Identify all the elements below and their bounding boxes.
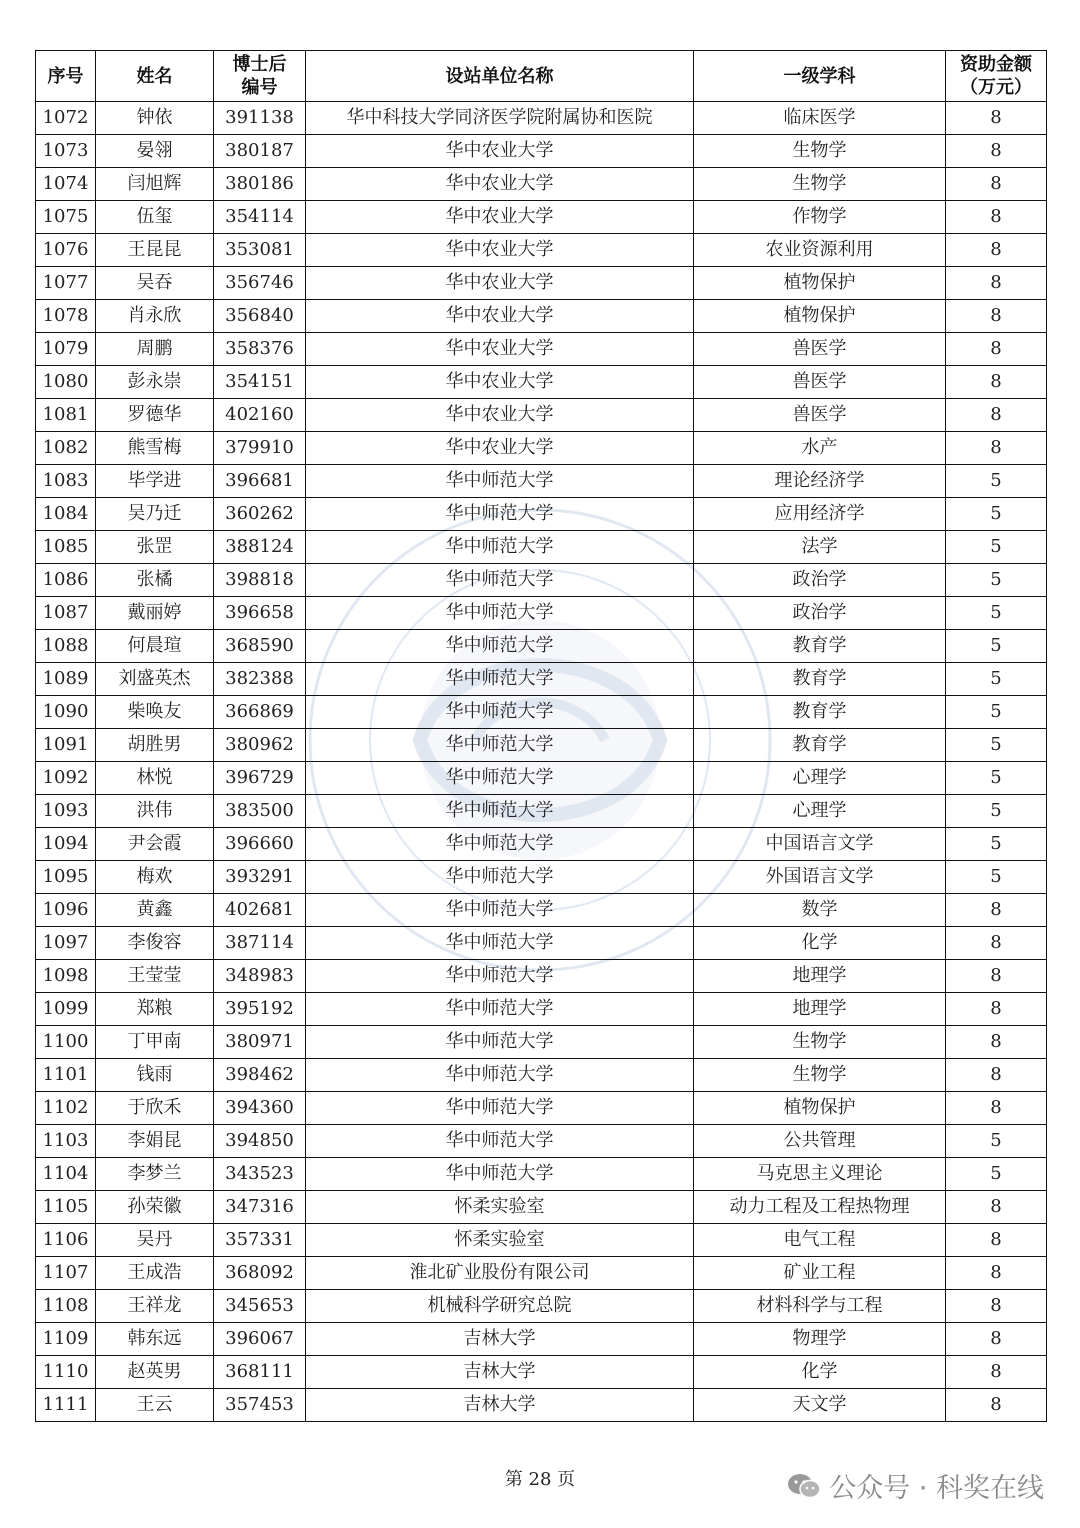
cell-discipline: 材料科学与工程 bbox=[694, 1290, 946, 1323]
cell-amount: 8 bbox=[946, 1257, 1047, 1290]
cell-postdoc-id: 402160 bbox=[214, 399, 306, 432]
cell-postdoc-id: 357331 bbox=[214, 1224, 306, 1257]
cell-index: 1106 bbox=[36, 1224, 96, 1257]
cell-index: 1105 bbox=[36, 1191, 96, 1224]
cell-postdoc-id: 368590 bbox=[214, 630, 306, 663]
cell-index: 1072 bbox=[36, 102, 96, 135]
cell-institution: 华中师范大学 bbox=[306, 663, 694, 696]
cell-discipline: 生物学 bbox=[694, 135, 946, 168]
table-row bbox=[36, 828, 1047, 861]
cell-postdoc-id: 396681 bbox=[214, 465, 306, 498]
wechat-account-watermark bbox=[787, 1466, 1044, 1505]
table-row bbox=[36, 465, 1047, 498]
cell-discipline: 外国语言文学 bbox=[694, 861, 946, 894]
cell-amount: 5 bbox=[946, 531, 1047, 564]
cell-amount: 5 bbox=[946, 564, 1047, 597]
cell-postdoc-id: 353081 bbox=[214, 234, 306, 267]
cell-postdoc-id: 366869 bbox=[214, 696, 306, 729]
cell-amount: 8 bbox=[946, 333, 1047, 366]
table-row bbox=[36, 531, 1047, 564]
cell-postdoc-id: 402681 bbox=[214, 894, 306, 927]
cell-index: 1074 bbox=[36, 168, 96, 201]
cell-postdoc-id: 387114 bbox=[214, 927, 306, 960]
cell-amount: 8 bbox=[946, 135, 1047, 168]
cell-amount: 5 bbox=[946, 597, 1047, 630]
cell-name: 李梦兰 bbox=[96, 1158, 214, 1191]
cell-discipline: 中国语言文学 bbox=[694, 828, 946, 861]
cell-amount: 5 bbox=[946, 630, 1047, 663]
table-row bbox=[36, 432, 1047, 465]
cell-postdoc-id: 347316 bbox=[214, 1191, 306, 1224]
cell-postdoc-id: 356746 bbox=[214, 267, 306, 300]
cell-index: 1093 bbox=[36, 795, 96, 828]
cell-name: 晏翎 bbox=[96, 135, 214, 168]
cell-index: 1085 bbox=[36, 531, 96, 564]
cell-postdoc-id: 396658 bbox=[214, 597, 306, 630]
table-row bbox=[36, 1290, 1047, 1323]
cell-postdoc-id: 382388 bbox=[214, 663, 306, 696]
cell-discipline: 教育学 bbox=[694, 630, 946, 663]
cell-institution: 怀柔实验室 bbox=[306, 1191, 694, 1224]
cell-discipline: 化学 bbox=[694, 1356, 946, 1389]
cell-postdoc-id: 357453 bbox=[214, 1389, 306, 1422]
header-col-postdoc-id: 博士后 编号 bbox=[214, 51, 306, 102]
cell-discipline: 植物保护 bbox=[694, 300, 946, 333]
cell-name: 王成浩 bbox=[96, 1257, 214, 1290]
cell-amount: 8 bbox=[946, 432, 1047, 465]
cell-name: 柴唤友 bbox=[96, 696, 214, 729]
cell-institution: 华中师范大学 bbox=[306, 927, 694, 960]
cell-index: 1088 bbox=[36, 630, 96, 663]
cell-institution: 华中师范大学 bbox=[306, 696, 694, 729]
cell-postdoc-id: 393291 bbox=[214, 861, 306, 894]
cell-institution: 华中师范大学 bbox=[306, 861, 694, 894]
cell-discipline: 地理学 bbox=[694, 960, 946, 993]
cell-institution: 华中师范大学 bbox=[306, 1092, 694, 1125]
cell-index: 1086 bbox=[36, 564, 96, 597]
table-row bbox=[36, 1389, 1047, 1422]
cell-institution: 华中农业大学 bbox=[306, 432, 694, 465]
cell-name: 尹会霞 bbox=[96, 828, 214, 861]
cell-postdoc-id: 348983 bbox=[214, 960, 306, 993]
cell-institution: 华中农业大学 bbox=[306, 333, 694, 366]
cell-name: 闫旭辉 bbox=[96, 168, 214, 201]
cell-amount: 8 bbox=[946, 1026, 1047, 1059]
cell-discipline: 矿业工程 bbox=[694, 1257, 946, 1290]
cell-amount: 8 bbox=[946, 102, 1047, 135]
cell-amount: 8 bbox=[946, 993, 1047, 1026]
cell-institution: 华中师范大学 bbox=[306, 531, 694, 564]
cell-index: 1075 bbox=[36, 201, 96, 234]
cell-institution: 机械科学研究总院 bbox=[306, 1290, 694, 1323]
cell-institution: 华中师范大学 bbox=[306, 1026, 694, 1059]
table-row bbox=[36, 168, 1047, 201]
cell-amount: 5 bbox=[946, 795, 1047, 828]
cell-amount: 5 bbox=[946, 729, 1047, 762]
cell-discipline: 地理学 bbox=[694, 993, 946, 1026]
cell-index: 1096 bbox=[36, 894, 96, 927]
cell-name: 张橘 bbox=[96, 564, 214, 597]
table-row bbox=[36, 1026, 1047, 1059]
cell-postdoc-id: 368111 bbox=[214, 1356, 306, 1389]
cell-discipline: 马克思主义理论 bbox=[694, 1158, 946, 1191]
cell-amount: 5 bbox=[946, 696, 1047, 729]
cell-amount: 8 bbox=[946, 366, 1047, 399]
cell-discipline: 化学 bbox=[694, 927, 946, 960]
cell-institution: 华中科技大学同济医学院附属协和医院 bbox=[306, 102, 694, 135]
cell-discipline: 数学 bbox=[694, 894, 946, 927]
cell-institution: 华中师范大学 bbox=[306, 564, 694, 597]
cell-name: 胡胜男 bbox=[96, 729, 214, 762]
cell-name: 韩东远 bbox=[96, 1323, 214, 1356]
cell-discipline: 心理学 bbox=[694, 762, 946, 795]
table-row bbox=[36, 1224, 1047, 1257]
cell-postdoc-id: 356840 bbox=[214, 300, 306, 333]
cell-name: 戴丽婷 bbox=[96, 597, 214, 630]
table-row bbox=[36, 1059, 1047, 1092]
cell-name: 彭永崇 bbox=[96, 366, 214, 399]
cell-institution: 华中师范大学 bbox=[306, 597, 694, 630]
cell-name: 伍玺 bbox=[96, 201, 214, 234]
table-row bbox=[36, 993, 1047, 1026]
cell-discipline: 植物保护 bbox=[694, 267, 946, 300]
cell-name: 吴乃迁 bbox=[96, 498, 214, 531]
page-number: 第 28 页 bbox=[504, 1469, 576, 1490]
wechat-account-label: 公众号 · 科奖在线 bbox=[829, 1473, 1044, 1504]
cell-amount: 8 bbox=[946, 1059, 1047, 1092]
table-body bbox=[36, 102, 1047, 1422]
cell-discipline: 兽医学 bbox=[694, 366, 946, 399]
table-row bbox=[36, 1191, 1047, 1224]
cell-discipline: 物理学 bbox=[694, 1323, 946, 1356]
cell-postdoc-id: 380187 bbox=[214, 135, 306, 168]
cell-index: 1091 bbox=[36, 729, 96, 762]
cell-postdoc-id: 395192 bbox=[214, 993, 306, 1026]
cell-amount: 5 bbox=[946, 861, 1047, 894]
cell-amount: 8 bbox=[946, 168, 1047, 201]
table-header-row bbox=[36, 51, 1047, 102]
table-row bbox=[36, 696, 1047, 729]
cell-amount: 5 bbox=[946, 465, 1047, 498]
cell-institution: 怀柔实验室 bbox=[306, 1224, 694, 1257]
cell-index: 1077 bbox=[36, 267, 96, 300]
cell-amount: 8 bbox=[946, 894, 1047, 927]
cell-index: 1108 bbox=[36, 1290, 96, 1323]
cell-amount: 8 bbox=[946, 960, 1047, 993]
cell-index: 1080 bbox=[36, 366, 96, 399]
cell-amount: 8 bbox=[946, 234, 1047, 267]
cell-index: 1076 bbox=[36, 234, 96, 267]
cell-amount: 8 bbox=[946, 1356, 1047, 1389]
table-row bbox=[36, 267, 1047, 300]
cell-name: 何晨瑄 bbox=[96, 630, 214, 663]
cell-discipline: 政治学 bbox=[694, 597, 946, 630]
cell-name: 洪伟 bbox=[96, 795, 214, 828]
cell-discipline: 动力工程及工程热物理 bbox=[694, 1191, 946, 1224]
cell-institution: 华中师范大学 bbox=[306, 1059, 694, 1092]
cell-postdoc-id: 396660 bbox=[214, 828, 306, 861]
table-row bbox=[36, 960, 1047, 993]
cell-name: 于欣禾 bbox=[96, 1092, 214, 1125]
cell-postdoc-id: 398462 bbox=[214, 1059, 306, 1092]
cell-amount: 8 bbox=[946, 267, 1047, 300]
cell-name: 林悦 bbox=[96, 762, 214, 795]
cell-postdoc-id: 343523 bbox=[214, 1158, 306, 1191]
cell-postdoc-id: 380186 bbox=[214, 168, 306, 201]
cell-discipline: 法学 bbox=[694, 531, 946, 564]
cell-institution: 华中农业大学 bbox=[306, 399, 694, 432]
table-row bbox=[36, 663, 1047, 696]
cell-name: 毕学进 bbox=[96, 465, 214, 498]
cell-name: 肖永欣 bbox=[96, 300, 214, 333]
cell-index: 1109 bbox=[36, 1323, 96, 1356]
cell-index: 1094 bbox=[36, 828, 96, 861]
cell-name: 刘盛英杰 bbox=[96, 663, 214, 696]
cell-postdoc-id: 394360 bbox=[214, 1092, 306, 1125]
cell-institution: 华中农业大学 bbox=[306, 366, 694, 399]
cell-name: 周鹏 bbox=[96, 333, 214, 366]
cell-institution: 吉林大学 bbox=[306, 1356, 694, 1389]
cell-discipline: 兽医学 bbox=[694, 333, 946, 366]
table-row bbox=[36, 366, 1047, 399]
table-row bbox=[36, 333, 1047, 366]
cell-discipline: 教育学 bbox=[694, 663, 946, 696]
cell-name: 黄鑫 bbox=[96, 894, 214, 927]
cell-name: 赵英男 bbox=[96, 1356, 214, 1389]
cell-postdoc-id: 391138 bbox=[214, 102, 306, 135]
cell-index: 1097 bbox=[36, 927, 96, 960]
cell-index: 1078 bbox=[36, 300, 96, 333]
cell-discipline: 心理学 bbox=[694, 795, 946, 828]
cell-name: 罗德华 bbox=[96, 399, 214, 432]
cell-index: 1083 bbox=[36, 465, 96, 498]
cell-discipline: 公共管理 bbox=[694, 1125, 946, 1158]
cell-index: 1107 bbox=[36, 1257, 96, 1290]
cell-institution: 华中农业大学 bbox=[306, 300, 694, 333]
cell-index: 1110 bbox=[36, 1356, 96, 1389]
cell-institution: 淮北矿业股份有限公司 bbox=[306, 1257, 694, 1290]
cell-institution: 华中师范大学 bbox=[306, 993, 694, 1026]
cell-institution: 华中师范大学 bbox=[306, 960, 694, 993]
cell-postdoc-id: 354151 bbox=[214, 366, 306, 399]
cell-name: 郑粮 bbox=[96, 993, 214, 1026]
cell-index: 1092 bbox=[36, 762, 96, 795]
cell-index: 1103 bbox=[36, 1125, 96, 1158]
table-row bbox=[36, 564, 1047, 597]
cell-institution: 华中师范大学 bbox=[306, 1158, 694, 1191]
cell-name: 王昆昆 bbox=[96, 234, 214, 267]
table-row bbox=[36, 597, 1047, 630]
cell-postdoc-id: 388124 bbox=[214, 531, 306, 564]
cell-name: 王云 bbox=[96, 1389, 214, 1422]
cell-institution: 华中农业大学 bbox=[306, 168, 694, 201]
cell-index: 1082 bbox=[36, 432, 96, 465]
cell-index: 1095 bbox=[36, 861, 96, 894]
cell-institution: 华中农业大学 bbox=[306, 201, 694, 234]
cell-name: 孙荣徽 bbox=[96, 1191, 214, 1224]
postdoc-grant-table bbox=[35, 50, 1047, 1422]
cell-postdoc-id: 396067 bbox=[214, 1323, 306, 1356]
cell-name: 熊雪梅 bbox=[96, 432, 214, 465]
cell-institution: 华中农业大学 bbox=[306, 267, 694, 300]
cell-discipline: 生物学 bbox=[694, 1026, 946, 1059]
table-row bbox=[36, 630, 1047, 663]
cell-postdoc-id: 345653 bbox=[214, 1290, 306, 1323]
cell-postdoc-id: 394850 bbox=[214, 1125, 306, 1158]
cell-discipline: 作物学 bbox=[694, 201, 946, 234]
table-row bbox=[36, 300, 1047, 333]
cell-index: 1079 bbox=[36, 333, 96, 366]
cell-index: 1102 bbox=[36, 1092, 96, 1125]
cell-name: 李娟昆 bbox=[96, 1125, 214, 1158]
table-row bbox=[36, 729, 1047, 762]
cell-institution: 华中师范大学 bbox=[306, 795, 694, 828]
cell-name: 吴丹 bbox=[96, 1224, 214, 1257]
table-row bbox=[36, 1257, 1047, 1290]
cell-index: 1104 bbox=[36, 1158, 96, 1191]
cell-institution: 吉林大学 bbox=[306, 1389, 694, 1422]
table-row bbox=[36, 762, 1047, 795]
cell-postdoc-id: 354114 bbox=[214, 201, 306, 234]
cell-index: 1090 bbox=[36, 696, 96, 729]
table-row bbox=[36, 102, 1047, 135]
table-row bbox=[36, 927, 1047, 960]
cell-institution: 华中师范大学 bbox=[306, 729, 694, 762]
cell-amount: 8 bbox=[946, 300, 1047, 333]
cell-institution: 华中师范大学 bbox=[306, 465, 694, 498]
table-row bbox=[36, 1158, 1047, 1191]
cell-amount: 5 bbox=[946, 1158, 1047, 1191]
cell-amount: 8 bbox=[946, 1224, 1047, 1257]
cell-name: 钱雨 bbox=[96, 1059, 214, 1092]
cell-postdoc-id: 360262 bbox=[214, 498, 306, 531]
cell-discipline: 临床医学 bbox=[694, 102, 946, 135]
cell-amount: 8 bbox=[946, 1389, 1047, 1422]
cell-institution: 华中师范大学 bbox=[306, 630, 694, 663]
cell-postdoc-id: 398818 bbox=[214, 564, 306, 597]
cell-amount: 8 bbox=[946, 1323, 1047, 1356]
table-row bbox=[36, 234, 1047, 267]
cell-discipline: 生物学 bbox=[694, 168, 946, 201]
cell-institution: 华中师范大学 bbox=[306, 894, 694, 927]
cell-index: 1101 bbox=[36, 1059, 96, 1092]
cell-name: 吴吞 bbox=[96, 267, 214, 300]
header-col-amount: 资助金额 （万元） bbox=[946, 51, 1047, 102]
cell-institution: 华中农业大学 bbox=[306, 135, 694, 168]
cell-amount: 8 bbox=[946, 1092, 1047, 1125]
cell-name: 丁甲南 bbox=[96, 1026, 214, 1059]
cell-discipline: 教育学 bbox=[694, 729, 946, 762]
table-row bbox=[36, 1356, 1047, 1389]
cell-index: 1084 bbox=[36, 498, 96, 531]
cell-institution: 华中农业大学 bbox=[306, 234, 694, 267]
cell-institution: 华中师范大学 bbox=[306, 828, 694, 861]
cell-name: 王祥龙 bbox=[96, 1290, 214, 1323]
cell-institution: 华中师范大学 bbox=[306, 1125, 694, 1158]
cell-index: 1099 bbox=[36, 993, 96, 1026]
cell-index: 1089 bbox=[36, 663, 96, 696]
table-row bbox=[36, 894, 1047, 927]
cell-amount: 8 bbox=[946, 1290, 1047, 1323]
cell-index: 1111 bbox=[36, 1389, 96, 1422]
header-col-index: 序号 bbox=[36, 51, 96, 102]
table-row bbox=[36, 1092, 1047, 1125]
cell-index: 1098 bbox=[36, 960, 96, 993]
cell-name: 李俊容 bbox=[96, 927, 214, 960]
cell-name: 钟依 bbox=[96, 102, 214, 135]
cell-index: 1100 bbox=[36, 1026, 96, 1059]
cell-postdoc-id: 358376 bbox=[214, 333, 306, 366]
cell-discipline: 天文学 bbox=[694, 1389, 946, 1422]
cell-name: 梅欢 bbox=[96, 861, 214, 894]
table-row bbox=[36, 1323, 1047, 1356]
cell-amount: 8 bbox=[946, 927, 1047, 960]
cell-discipline: 应用经济学 bbox=[694, 498, 946, 531]
cell-amount: 5 bbox=[946, 828, 1047, 861]
cell-amount: 5 bbox=[946, 498, 1047, 531]
cell-institution: 华中师范大学 bbox=[306, 498, 694, 531]
cell-index: 1081 bbox=[36, 399, 96, 432]
cell-discipline: 电气工程 bbox=[694, 1224, 946, 1257]
cell-discipline: 理论经济学 bbox=[694, 465, 946, 498]
header-col-discipline: 一级学科 bbox=[694, 51, 946, 102]
cell-institution: 吉林大学 bbox=[306, 1323, 694, 1356]
cell-discipline: 水产 bbox=[694, 432, 946, 465]
cell-postdoc-id: 383500 bbox=[214, 795, 306, 828]
cell-postdoc-id: 380962 bbox=[214, 729, 306, 762]
table-row bbox=[36, 498, 1047, 531]
cell-discipline: 植物保护 bbox=[694, 1092, 946, 1125]
cell-amount: 8 bbox=[946, 1191, 1047, 1224]
table-row bbox=[36, 399, 1047, 432]
cell-amount: 5 bbox=[946, 663, 1047, 696]
cell-amount: 8 bbox=[946, 399, 1047, 432]
table-row bbox=[36, 201, 1047, 234]
cell-discipline: 生物学 bbox=[694, 1059, 946, 1092]
cell-amount: 5 bbox=[946, 762, 1047, 795]
wechat-icon bbox=[787, 1472, 821, 1500]
cell-discipline: 教育学 bbox=[694, 696, 946, 729]
cell-postdoc-id: 379910 bbox=[214, 432, 306, 465]
table-row bbox=[36, 1125, 1047, 1158]
cell-index: 1073 bbox=[36, 135, 96, 168]
cell-postdoc-id: 380971 bbox=[214, 1026, 306, 1059]
header-col-institution: 设站单位名称 bbox=[306, 51, 694, 102]
cell-amount: 8 bbox=[946, 201, 1047, 234]
cell-discipline: 兽医学 bbox=[694, 399, 946, 432]
table-row bbox=[36, 861, 1047, 894]
cell-institution: 华中师范大学 bbox=[306, 762, 694, 795]
cell-postdoc-id: 368092 bbox=[214, 1257, 306, 1290]
cell-index: 1087 bbox=[36, 597, 96, 630]
table-row bbox=[36, 135, 1047, 168]
cell-discipline: 政治学 bbox=[694, 564, 946, 597]
cell-amount: 5 bbox=[946, 1125, 1047, 1158]
cell-name: 张罡 bbox=[96, 531, 214, 564]
header-col-name: 姓名 bbox=[96, 51, 214, 102]
table-row bbox=[36, 795, 1047, 828]
cell-discipline: 农业资源利用 bbox=[694, 234, 946, 267]
cell-postdoc-id: 396729 bbox=[214, 762, 306, 795]
cell-name: 王莹莹 bbox=[96, 960, 214, 993]
